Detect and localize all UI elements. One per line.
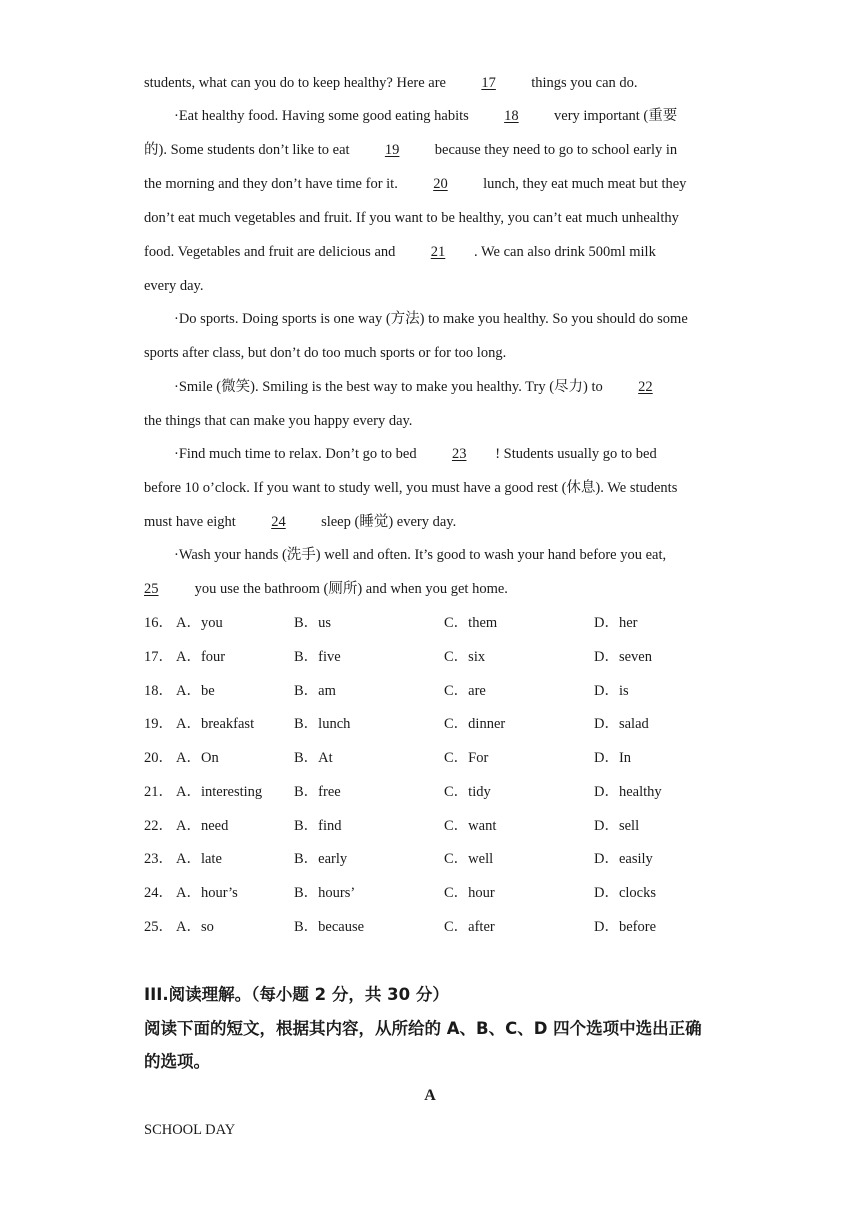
option-c[interactable]: C．them: [444, 615, 498, 631]
passage-line: [144, 512, 724, 532]
passage-text: ·Find much time to relax. Don’t go to bed: [174, 446, 417, 462]
option-a[interactable]: A．need: [176, 818, 229, 834]
option-c[interactable]: C．tidy: [444, 784, 491, 800]
passage-line: [174, 377, 754, 397]
option-b[interactable]: B．us: [294, 615, 332, 631]
passage-line: [144, 579, 724, 599]
option-b[interactable]: B．am: [294, 683, 336, 699]
option-a[interactable]: A．On: [176, 750, 219, 766]
passage-text: because they need to go to school early in: [434, 142, 678, 158]
blank-20: 20: [433, 176, 448, 192]
option-a[interactable]: A．breakfast: [176, 716, 255, 732]
passage-title: SCHOOL DAY: [144, 1122, 236, 1138]
option-c[interactable]: C．six: [444, 649, 486, 665]
option-a[interactable]: A．so: [176, 919, 214, 935]
option-d[interactable]: D．is: [594, 683, 629, 699]
passage-text: very important (重要: [554, 108, 678, 124]
passage-line: sports after class, but don’t do too much sports or for too long.: [144, 345, 507, 361]
option-c[interactable]: C．after: [444, 919, 495, 935]
question-number: 20．: [144, 750, 173, 766]
option-b[interactable]: B．At: [294, 750, 333, 766]
question-number: 21．: [144, 784, 173, 800]
option-d[interactable]: D．her: [594, 615, 638, 631]
option-d[interactable]: D．clocks: [594, 885, 657, 901]
passage-text: sleep (睡觉) every day.: [321, 514, 457, 530]
option-b[interactable]: B．early: [294, 851, 348, 867]
question-number: 23．: [144, 851, 173, 867]
option-d[interactable]: D．healthy: [594, 784, 662, 800]
question-number: 22．: [144, 818, 173, 834]
option-d[interactable]: D．salad: [594, 716, 649, 732]
blank-24: 24: [271, 514, 286, 530]
question-number: 18．: [144, 683, 173, 699]
option-c[interactable]: C．hour: [444, 885, 495, 901]
question-number: 25．: [144, 919, 173, 935]
passage-line: [144, 242, 724, 262]
blank-21: 21: [430, 244, 446, 260]
passage-line: [174, 444, 754, 464]
option-a[interactable]: A．hour’s: [176, 885, 238, 901]
option-a[interactable]: A．interesting: [176, 784, 263, 800]
option-a[interactable]: A．you: [176, 615, 223, 631]
option-b[interactable]: B．five: [294, 649, 341, 665]
section-instructions: 的选项。: [144, 1052, 210, 1071]
blank-19: 19: [384, 142, 400, 158]
option-c[interactable]: C．well: [444, 851, 494, 867]
option-d[interactable]: D．sell: [594, 818, 640, 834]
passage-line: before 10 o’clock. If you want to study well, you must have a good rest (休息). We students: [144, 480, 678, 496]
blank-22: 22: [638, 379, 653, 395]
option-c[interactable]: C．are: [444, 683, 486, 699]
passage-line: ·Do sports. Doing sports is one way (方法) to make you healthy. So you should do some: [174, 311, 688, 327]
option-c[interactable]: C．dinner: [444, 716, 506, 732]
option-c[interactable]: C．want: [444, 818, 497, 834]
option-a[interactable]: A．late: [176, 851, 222, 867]
option-b[interactable]: B．free: [294, 784, 341, 800]
passage-text: food. Vegetables and fruit are delicious and: [144, 244, 396, 260]
passage-line: the things that can make you happy every day.: [144, 413, 413, 429]
question-number: 17．: [144, 649, 173, 665]
passage-line: [144, 174, 724, 194]
section-instructions: 阅读下面的短文，根据其内容，从所给的 A、B、C、D 四个选项中选出正确: [144, 1019, 702, 1038]
option-b[interactable]: B．because: [294, 919, 365, 935]
passage-text: you use the bathroom (厕所) and when you get home.: [194, 581, 508, 597]
passage-text: things you can do.: [531, 75, 638, 91]
option-b[interactable]: B．lunch: [294, 716, 351, 732]
passage-line: every day.: [144, 278, 204, 294]
section-heading: III.阅读理解。（每小题 2 分，共 30 分）: [144, 985, 449, 1004]
blank-17: 17: [481, 75, 496, 91]
passage-text: . We can also drink 500ml milk: [474, 244, 656, 260]
option-a[interactable]: A．four: [176, 649, 226, 665]
passage-line: [174, 545, 754, 565]
passage-text: lunch, they eat much meat but they: [483, 176, 687, 192]
option-c[interactable]: C．For: [444, 750, 489, 766]
option-b[interactable]: B．hours’: [294, 885, 356, 901]
question-number: 24．: [144, 885, 173, 901]
option-d[interactable]: D．seven: [594, 649, 652, 665]
option-a[interactable]: A．be: [176, 683, 215, 699]
passage-line: [144, 73, 724, 93]
option-d[interactable]: D．before: [594, 919, 657, 935]
option-b[interactable]: B．find: [294, 818, 342, 834]
passage-line: [144, 140, 724, 160]
passage-text: ·Wash your hands (洗手) well and often. It’s good to wash your hand before you eat,: [174, 547, 667, 563]
passage-line: don’t eat much vegetables and fruit. If you want to be healthy, you can’t eat much unhealthy: [144, 210, 679, 226]
blank-18: 18: [504, 108, 519, 124]
option-d[interactable]: D．In: [594, 750, 632, 766]
passage-label: A: [424, 1087, 436, 1104]
blank-23: 23: [451, 446, 467, 462]
passage-text: ! Students usually go to bed: [495, 446, 657, 462]
option-d[interactable]: D．easily: [594, 851, 653, 867]
question-number: 16．: [144, 615, 173, 631]
passage-text: the morning and they don’t have time for it.: [144, 176, 398, 192]
passage-text: 的). Some students don’t like to eat: [144, 142, 350, 158]
passage-text: ·Smile (微笑). Smiling is the best way to make you healthy. Try (尽力) to: [174, 379, 603, 395]
passage-text: must have eight: [144, 514, 236, 530]
passage-text: ·Eat healthy food. Having some good eating habits: [174, 108, 469, 124]
passage-text: students, what can you do to keep healthy? Here are: [144, 75, 446, 91]
question-number: 19．: [144, 716, 173, 732]
passage-line: [174, 106, 754, 126]
blank-25: 25: [144, 581, 159, 597]
